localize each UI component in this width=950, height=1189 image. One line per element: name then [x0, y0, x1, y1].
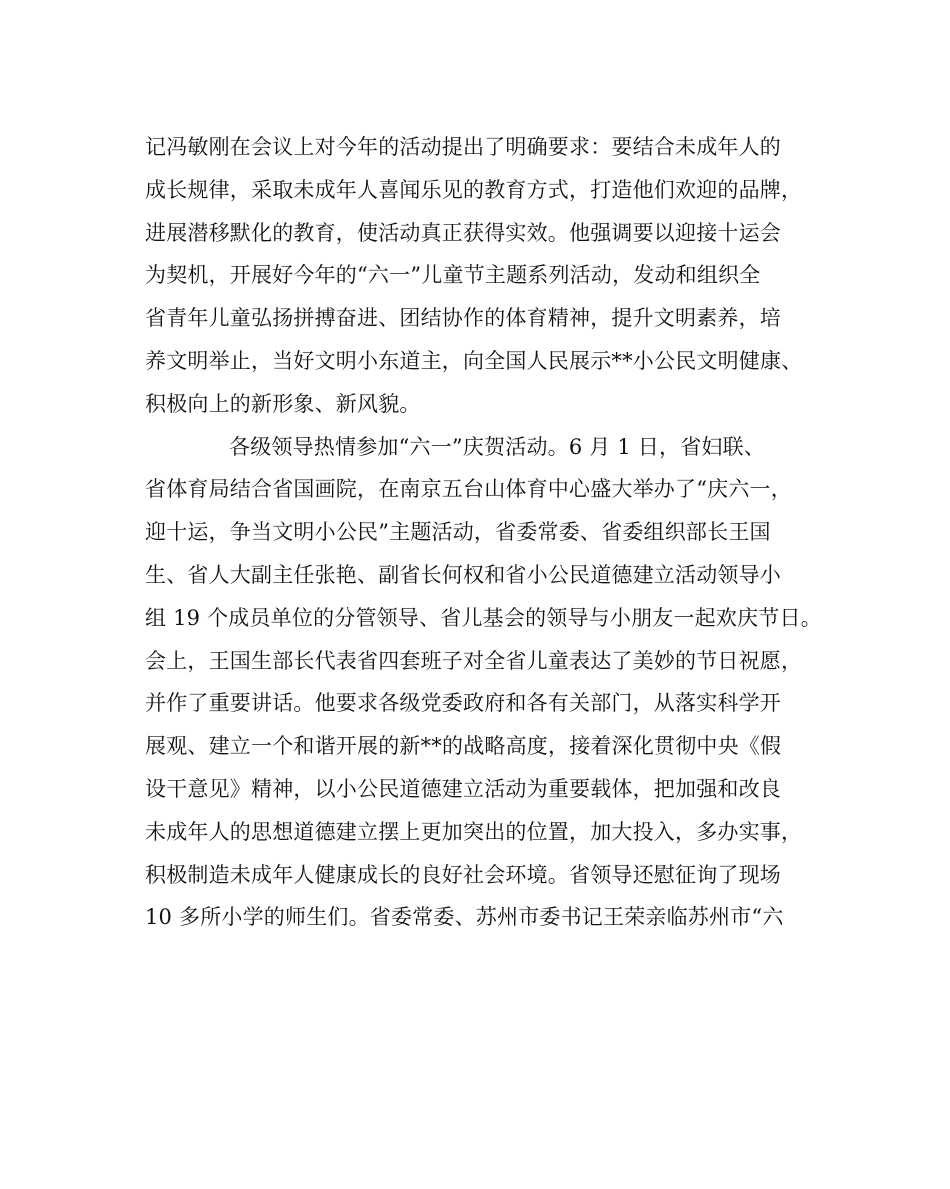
text-line: 进展潜移默化的教育，使活动真正获得实效。他强调要以迎接十运会: [145, 220, 781, 245]
text-line: 积极制造未成年人健康成长的良好社会环境。省领导还慰征询了现场: [145, 862, 781, 887]
text-line: 展观、建立一个和谐开展的新**的战略高度，接着深化贯彻中央《假: [145, 734, 782, 759]
text-line: 省体育局结合省国画院，在南京五台山体育中心盛大举办了“庆六一，: [145, 477, 792, 502]
text-line: 会上，王国生部长代表省四套班子对全省儿童表达了美妙的节日祝愿，: [145, 648, 803, 673]
text-line: 生、省人大副主任张艳、副省长何权和省小公民道德建立活动领导小: [145, 562, 781, 587]
text-line: 省青年儿童弘扬拼搏奋进、团结协作的体育精神，提升文明素养，培: [145, 306, 781, 331]
text-line: 为契机，开展好今年的“六一”儿童节主题系列活动，发动和组织全: [145, 263, 761, 288]
text-line: 并作了重要讲话。他要求各级党委政府和各有关部门，从落实科学开: [145, 691, 781, 716]
text-line: 成长规律，采取未成年人喜闻乐见的教育方式，打造他们欢迎的品牌，: [145, 177, 803, 202]
text-line: 设干意见》精神，以小公民道德建立活动为重要载体，把加强和改良: [145, 776, 781, 801]
text-line: 迎十运，争当文明小公民”主题活动，省委常委、省委组织部长王国: [145, 520, 771, 545]
text-line: 未成年人的思想道德建立摆上更加突出的位置，加大投入，多办实事，: [145, 819, 803, 844]
text-line: 养文明举止，当好文明小东道主，向全国人民展示**小公民文明健康、: [145, 348, 803, 373]
paragraph-first-line: 各级领导热情参加“六一”庆贺活动。6 月 1 日，省妇联、: [229, 434, 766, 459]
text-line: 记冯敏刚在会议上对今年的活动提出了明确要求：要结合未成年人的: [145, 135, 781, 159]
text-line: 组 19 个成员单位的分管领导、省儿基会的领导与小朋友一起欢庆节日。: [145, 605, 822, 630]
text-line: 积极向上的新形象、新风貌。: [145, 391, 421, 416]
body-text: [145, 126, 825, 939]
text-line: 10 多所小学的师生们。省委常委、苏州市委书记王荣亲临苏州市“六: [145, 905, 784, 930]
